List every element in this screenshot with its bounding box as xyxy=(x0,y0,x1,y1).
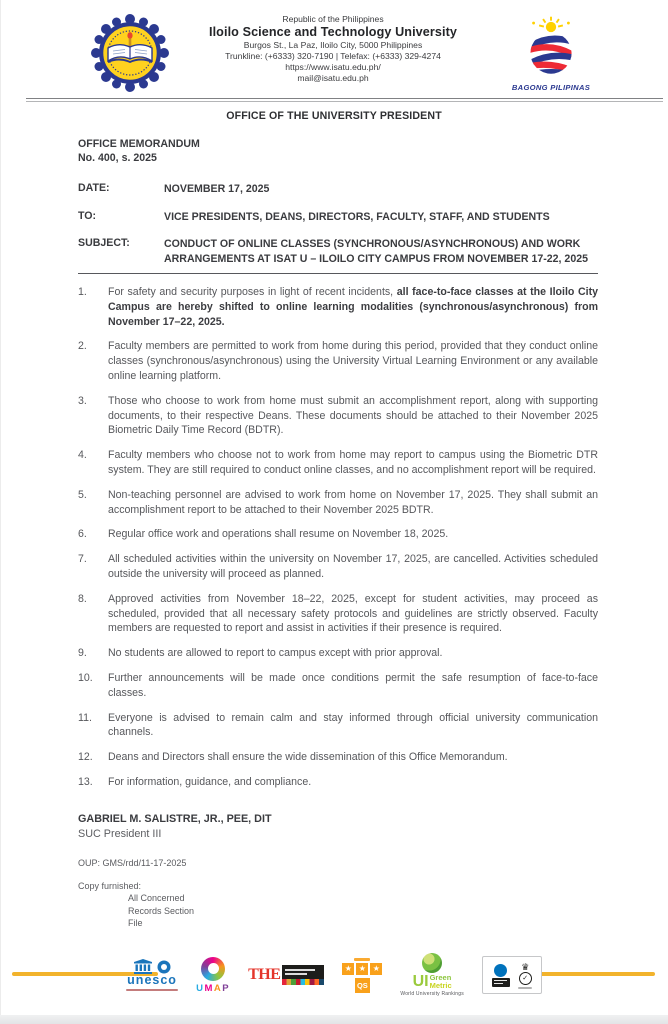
qs-caption-text xyxy=(354,958,370,961)
copy-furnished-block xyxy=(78,880,668,930)
list-item xyxy=(78,394,598,438)
umap-logo xyxy=(196,957,230,994)
university-address: Burgos St., La Paz, Iloilo City, 5000 Philippines xyxy=(243,40,423,50)
umap-letter: A xyxy=(213,982,223,994)
university-seal-logo xyxy=(90,13,170,93)
ukas-caption-text xyxy=(518,987,532,989)
list-item xyxy=(78,448,598,478)
star-icon: ★ xyxy=(342,963,354,975)
unesco-logo xyxy=(126,959,178,991)
item-number: 9. xyxy=(78,647,87,660)
item-number: 11. xyxy=(78,711,92,724)
umap-letter: P xyxy=(222,982,231,994)
field-value: NOVEMBER 17, 2025 xyxy=(164,183,270,195)
item-text: All scheduled activities within the university on November 17, 2025, are cancelled. Activities scheduled outside the university will proceed as planned. xyxy=(108,553,598,580)
list-item xyxy=(78,488,598,518)
unevoc-emblem-icon xyxy=(157,960,171,974)
field-value: CONDUCT OF ONLINE CLASSES (SYNCHRONOUS/ASYNCHRONOUS) AND WORK ARRANGEMENTS AT ISAT U – ILOILO CITY CAMPUS FROM NOVEMBER 17-22, 2025 xyxy=(164,238,589,265)
bagong-pilipinas-icon xyxy=(513,15,589,77)
item-text: No students are allowed to report to campus except with prior approval. xyxy=(108,647,443,660)
tuv-iso-emblem-icon xyxy=(492,964,510,987)
iso-certification-logo xyxy=(482,956,542,994)
copy-furnished-item: Records Section xyxy=(128,905,195,916)
list-item xyxy=(78,646,598,661)
university-email: mail@isatu.edu.ph xyxy=(297,73,369,83)
greenmetric-green-text: Green xyxy=(429,973,452,982)
field-label: DATE: xyxy=(78,182,110,194)
item-text: Further announcements will be made once conditions permit the safe resumption of face-to-face classes. xyxy=(108,671,598,699)
item-number: 3. xyxy=(78,394,87,407)
umap-wordmark xyxy=(196,983,230,994)
star-icon: ★ xyxy=(370,963,382,975)
item-text: Faculty members who choose not to work from home may report to campus using the Biometric DTR system. They are still required to conduct online classes, and no accomplishment report will be required. xyxy=(108,449,598,476)
list-item xyxy=(78,285,598,329)
item-number: 13. xyxy=(78,775,93,788)
field-value: VICE PRESIDENTS, DEANS, DIRECTORS, FACULTY, STAFF, AND STUDENTS xyxy=(164,210,550,223)
university-contact: Trunkline: (+6333) 320-7190 | Telefax: (+6333) 329-4274 xyxy=(225,51,441,61)
copy-furnished-item: File xyxy=(128,918,143,929)
footer xyxy=(0,950,668,1024)
greenmetric-metric-text: Metric xyxy=(429,980,452,990)
greenmetric-ui-wordmark: UI xyxy=(412,973,429,990)
copy-furnished-label: Copy furnished: xyxy=(78,880,142,891)
the-wordmark: THE xyxy=(248,966,281,983)
bagong-pilipinas-logo xyxy=(496,15,606,92)
item-number: 1. xyxy=(78,286,87,298)
item-number: 10. xyxy=(78,671,93,684)
greenmetric-caption: World University Rankings xyxy=(400,991,464,997)
field-label: SUBJECT: xyxy=(78,237,130,249)
memo-field-date xyxy=(78,182,598,197)
page-bottom-edge xyxy=(0,1015,668,1024)
list-item xyxy=(78,592,598,636)
qs-star-row xyxy=(342,963,382,975)
list-item xyxy=(78,711,598,741)
item-number: 6. xyxy=(78,528,87,541)
copy-furnished-list xyxy=(128,892,668,930)
item-number: 7. xyxy=(78,553,87,566)
qs-wordmark: QS xyxy=(355,978,370,993)
globe-icon xyxy=(422,953,442,973)
header-divider xyxy=(26,98,663,102)
subject-divider xyxy=(78,273,598,274)
item-text: Those who choose to work from home must submit an accomplishment report, along with supporting documents, to their respective Deans. These documents should be attached to their November 2025 Biometric Daily Time Record (BDTR). xyxy=(108,394,598,437)
signatory-name: GABRIEL M. SALISTRE, JR., PEE, DIT xyxy=(78,812,272,825)
item-number: 4. xyxy=(78,449,87,462)
office-title: OFFICE OF THE UNIVERSITY PRESIDENT xyxy=(226,110,442,122)
item-text: For information, guidance, and compliance. xyxy=(108,775,312,788)
letterhead xyxy=(0,0,668,93)
list-item xyxy=(78,339,598,383)
field-label: TO: xyxy=(78,209,97,222)
qs-stars-logo xyxy=(342,958,382,993)
umap-ring-icon xyxy=(201,957,225,981)
item-text: Everyone is advised to remain calm and stay informed through official university communication channels. xyxy=(108,711,598,739)
accreditation-logos xyxy=(0,953,668,997)
list-item xyxy=(78,527,598,542)
list-item xyxy=(78,750,598,765)
bagong-pilipinas-caption: BAGONG PILIPINAS xyxy=(511,83,591,92)
crown-icon xyxy=(521,962,529,972)
memo-items xyxy=(78,285,598,790)
item-text: For safety and security purposes in light of recent incidents, all face-to-face classes at the Iloilo City Campus are hereby shifted to online learning modalities (synchronous/asynchronous) from November 17–22, 2025. xyxy=(108,286,598,328)
umap-letter: M xyxy=(204,982,214,994)
memo-doc-type: OFFICE MEMORANDUM xyxy=(78,138,200,150)
ui-greenmetric-logo xyxy=(400,953,464,997)
signature-block xyxy=(78,812,598,842)
ukas-emblem-icon xyxy=(518,962,532,989)
item-number: 5. xyxy=(78,488,87,501)
item-text: Approved activities from November 18–22, 2025, except for student activities, may proceed as scheduled, provided that all necessary safety protocols and guidelines are strictly observed. Faculty members are requested to report and assist in activities if their presence is required. xyxy=(108,592,598,635)
sdg-color-strip-icon xyxy=(282,979,324,985)
memo-doc-number: No. 400, s. 2025 xyxy=(78,152,157,164)
item-text: Regular office work and operations shall resume on November 18, 2025. xyxy=(108,528,449,541)
item-number: 8. xyxy=(78,592,87,605)
item-text: Non-teaching personnel are advised to work from home on November 17, 2025. They shall submit an accomplishment report to be attached to their November 2025 BDTR. xyxy=(108,488,598,516)
item-text: Faculty members are permitted to work from home during this period, provided that they conduct online classes (synchronous/asynchronous) using the University Virtual Learning Environment or any available online learning platform. xyxy=(108,340,598,382)
memo-field-to xyxy=(78,210,598,225)
the-rankings-block-icon xyxy=(282,965,324,985)
item-text: Deans and Directors shall ensure the wide dissemination of this Office Memorandum. xyxy=(108,751,508,764)
unesco-emblem-icon xyxy=(133,959,171,974)
unesco-wordmark: unesco xyxy=(127,973,177,987)
university-name: Iloilo Science and Technology University xyxy=(208,25,457,39)
unesco-caption-text xyxy=(126,989,178,991)
letterhead-text xyxy=(170,13,496,84)
star-icon: ★ xyxy=(356,963,368,975)
item-number: 12. xyxy=(78,751,93,764)
republic-line: Republic of the Philippines xyxy=(282,14,384,24)
the-impact-rankings-logo xyxy=(248,965,324,985)
item-number: 2. xyxy=(78,340,87,353)
list-item xyxy=(78,671,598,701)
list-item xyxy=(78,775,598,790)
checkmark-icon xyxy=(519,972,532,985)
memo-heading xyxy=(78,137,598,165)
reference-line: OUP: GMS/rdd/11-17-2025 xyxy=(78,857,187,868)
list-item xyxy=(78,552,598,582)
signatory-title: SUC President III xyxy=(78,827,162,840)
university-website: https://www.isatu.edu.ph/ xyxy=(285,62,381,72)
memo-field-subject xyxy=(78,237,598,266)
copy-furnished-item: All Concerned xyxy=(128,893,185,904)
umap-letter: U xyxy=(196,982,205,994)
